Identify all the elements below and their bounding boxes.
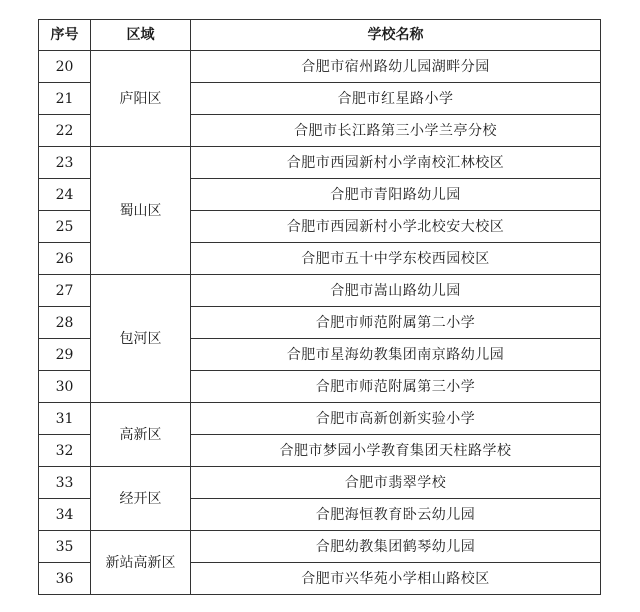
- table-row: [39, 147, 601, 179]
- row-number: 32: [39, 435, 91, 467]
- row-number: 28: [39, 307, 91, 339]
- school-name: 合肥市梦园小学教育集团天柱路学校: [191, 435, 601, 467]
- row-number: 20: [39, 51, 91, 83]
- row-number: 22: [39, 115, 91, 147]
- district-cell: 新站高新区: [91, 531, 191, 595]
- school-name: 合肥市宿州路幼儿园湖畔分园: [191, 51, 601, 83]
- district-cell: 庐阳区: [91, 51, 191, 147]
- school-name: 合肥市长江路第三小学兰亭分校: [191, 115, 601, 147]
- row-number: 26: [39, 243, 91, 275]
- table-row: [39, 403, 601, 435]
- header-row: [39, 20, 601, 51]
- district-cell: 包河区: [91, 275, 191, 403]
- school-name: 合肥市红星路小学: [191, 83, 601, 115]
- school-name: 合肥市西园新村小学南校汇林校区: [191, 147, 601, 179]
- school-list-table: [38, 19, 601, 595]
- header-school: 学校名称: [191, 20, 601, 51]
- school-name: 合肥市五十中学东校西园校区: [191, 243, 601, 275]
- table-row: [39, 51, 601, 83]
- row-number: 25: [39, 211, 91, 243]
- row-number: 31: [39, 403, 91, 435]
- header-district: 区域: [91, 20, 191, 51]
- row-number: 35: [39, 531, 91, 563]
- row-number: 23: [39, 147, 91, 179]
- school-name: 合肥市师范附属第三小学: [191, 371, 601, 403]
- school-name: 合肥市兴华苑小学相山路校区: [191, 563, 601, 595]
- district-cell: 高新区: [91, 403, 191, 467]
- school-name: 合肥市高新创新实验小学: [191, 403, 601, 435]
- school-name: 合肥市嵩山路幼儿园: [191, 275, 601, 307]
- table-row: [39, 275, 601, 307]
- school-name: 合肥海恒教育卧云幼儿园: [191, 499, 601, 531]
- header-no: 序号: [39, 20, 91, 51]
- school-name: 合肥幼教集团鹤琴幼儿园: [191, 531, 601, 563]
- row-number: 21: [39, 83, 91, 115]
- school-name: 合肥市西园新村小学北校安大校区: [191, 211, 601, 243]
- row-number: 34: [39, 499, 91, 531]
- table-row: [39, 531, 601, 563]
- school-name: 合肥市星海幼教集团南京路幼儿园: [191, 339, 601, 371]
- row-number: 30: [39, 371, 91, 403]
- row-number: 33: [39, 467, 91, 499]
- table-row: [39, 467, 601, 499]
- school-name: 合肥市青阳路幼儿园: [191, 179, 601, 211]
- row-number: 36: [39, 563, 91, 595]
- row-number: 27: [39, 275, 91, 307]
- school-name: 合肥市翡翠学校: [191, 467, 601, 499]
- district-cell: 蜀山区: [91, 147, 191, 275]
- table-body: [39, 51, 601, 595]
- district-cell: 经开区: [91, 467, 191, 531]
- row-number: 24: [39, 179, 91, 211]
- table-header: [39, 20, 601, 51]
- row-number: 29: [39, 339, 91, 371]
- school-name: 合肥市师范附属第二小学: [191, 307, 601, 339]
